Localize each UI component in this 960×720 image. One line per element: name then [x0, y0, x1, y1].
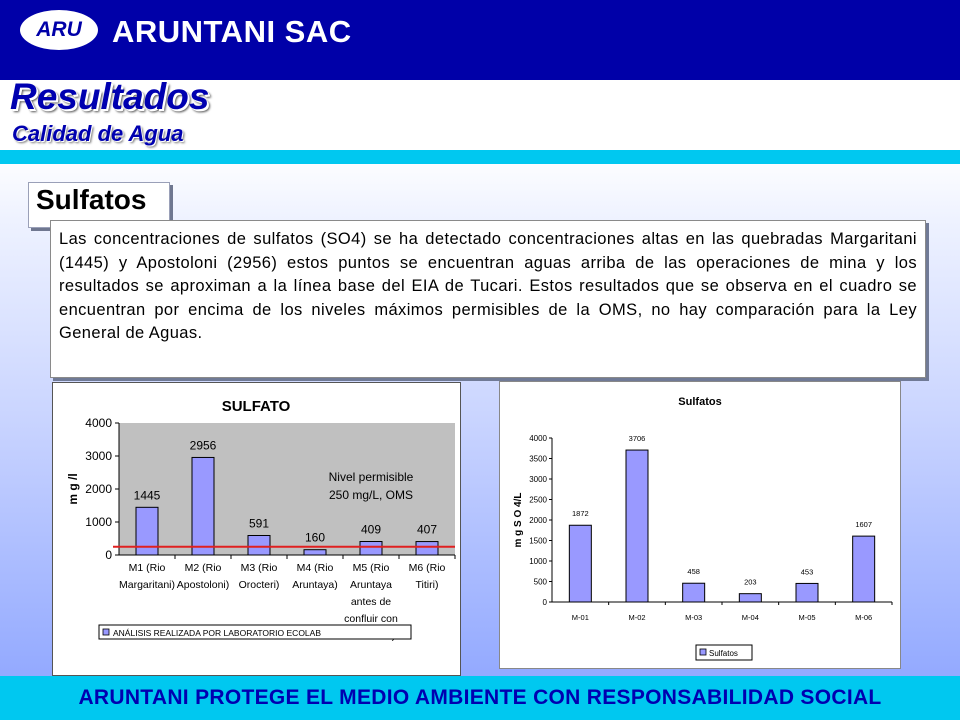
- description-box: [50, 220, 926, 378]
- x-tick-label: M-01: [571, 613, 589, 622]
- x-tick-label: Apostoloni): [176, 579, 230, 591]
- y-tick-label: 1500: [529, 536, 547, 546]
- chart-title: SULFATO: [221, 398, 291, 415]
- x-tick-label: M-03: [685, 613, 703, 622]
- reference-annotation: Nivel permisible: [328, 470, 414, 484]
- y-tick-label: 2500: [529, 495, 547, 505]
- x-tick-label: M-04: [741, 613, 759, 622]
- legend-label: ANÁLISIS REALIZADA POR LABORATORIO ECOLAB: [113, 628, 322, 638]
- bar: [739, 594, 761, 602]
- x-tick-label: M-05: [798, 613, 816, 622]
- page-subtitle: Calidad de Agua: [12, 121, 184, 146]
- bar: [796, 583, 818, 602]
- y-tick-label: 0: [105, 548, 112, 562]
- y-tick-label: 4000: [85, 416, 112, 430]
- data-label: 160: [304, 530, 326, 545]
- data-label: 1445: [133, 488, 161, 503]
- sulfatos-chart-panel: [499, 381, 901, 669]
- sulfato-chart: [53, 383, 460, 675]
- section-label: Sulfatos: [36, 184, 147, 215]
- x-tick-label: M3 (Rio: [240, 562, 278, 574]
- bar: [416, 542, 438, 555]
- company-name: ARUNTANI SAC: [112, 14, 352, 49]
- data-label: 3706: [628, 434, 646, 444]
- y-tick-label: 2000: [85, 482, 112, 496]
- data-label: 409: [360, 522, 382, 537]
- y-tick-label: 4000: [529, 434, 547, 443]
- bar: [360, 542, 382, 555]
- bar: [569, 525, 591, 602]
- y-tick-label: 1000: [85, 515, 112, 529]
- bar: [853, 536, 875, 602]
- x-tick-label: antes de: [350, 596, 392, 608]
- x-tick-label: M4 (Rio: [296, 562, 334, 574]
- y-tick-label: 0: [542, 598, 547, 607]
- legend-label: Sulfatos: [709, 649, 738, 658]
- x-tick-label: Orocteri): [238, 579, 280, 591]
- x-tick-label: M2 (Rio: [184, 562, 222, 574]
- data-label: 203: [744, 577, 757, 587]
- x-tick-label: confluir con: [344, 613, 398, 625]
- x-tick-label: Margaritani): [118, 579, 176, 591]
- x-tick-label: M-02: [628, 613, 646, 622]
- x-tick-label: Aruntaya: [349, 579, 393, 591]
- data-label: 591: [248, 516, 270, 531]
- sulfato-chart-panel: [52, 382, 461, 676]
- data-label: 1607: [855, 520, 873, 530]
- data-label: 407: [416, 522, 438, 537]
- bar: [248, 535, 270, 555]
- legend-swatch: [700, 649, 706, 655]
- sulfatos-chart: [500, 382, 900, 668]
- bar: [626, 450, 648, 602]
- x-tick-label: M-06: [855, 613, 873, 622]
- bar: [192, 457, 214, 555]
- bar: [683, 583, 705, 602]
- y-tick-label: 3000: [85, 449, 112, 463]
- data-label: 1872: [571, 509, 589, 519]
- header-divider: [0, 150, 960, 164]
- company-logo: ARU: [20, 10, 98, 50]
- description-text: Las concentraciones de sulfatos (SO4) se ha detectado concentraciones altas en las quebradas Margaritani (1445) y Apostoloni (2956) estos puntos se encuentran aguas arriba de las operaciones de mina y los resultados se aproximan a la línea base del EIA de Tucari. Estos resultados que se observa en el cuadro se encuentran por encima de los niveles máximos permisibles de la OMS, no hay comparación para la Ley General de Aguas.: [59, 230, 917, 342]
- y-axis-label: m g S O 4/L: [513, 492, 524, 548]
- x-tick-label: M1 (Rio: [128, 562, 166, 574]
- x-tick-label: Aruntaya): [292, 579, 338, 591]
- bar: [136, 507, 158, 555]
- legend-swatch: [103, 629, 109, 635]
- x-tick-label: Titiri): [415, 579, 439, 591]
- x-tick-label: M6 (Rio: [408, 562, 446, 574]
- data-label: 453: [800, 567, 814, 577]
- data-label: 2956: [189, 438, 217, 453]
- header-bar: [0, 0, 960, 80]
- data-label: 458: [687, 567, 700, 577]
- footer-slogan: ARUNTANI PROTEGE EL MEDIO AMBIENTE CON RESPONSABILIDAD SOCIAL: [78, 686, 882, 709]
- x-tick-label: M5 (Rio: [352, 562, 390, 574]
- chart-title: Sulfatos: [678, 396, 722, 408]
- y-tick-label: 3500: [529, 454, 547, 464]
- reference-annotation: 250 mg/L, OMS: [328, 488, 414, 502]
- y-tick-label: 3000: [529, 475, 547, 484]
- bar: [304, 550, 326, 555]
- y-tick-label: 2000: [529, 516, 547, 525]
- y-tick-label: 1000: [529, 557, 547, 566]
- page-title: Resultados: [10, 76, 210, 117]
- y-axis-label: m g /l: [66, 473, 80, 505]
- y-tick-label: 500: [533, 577, 547, 587]
